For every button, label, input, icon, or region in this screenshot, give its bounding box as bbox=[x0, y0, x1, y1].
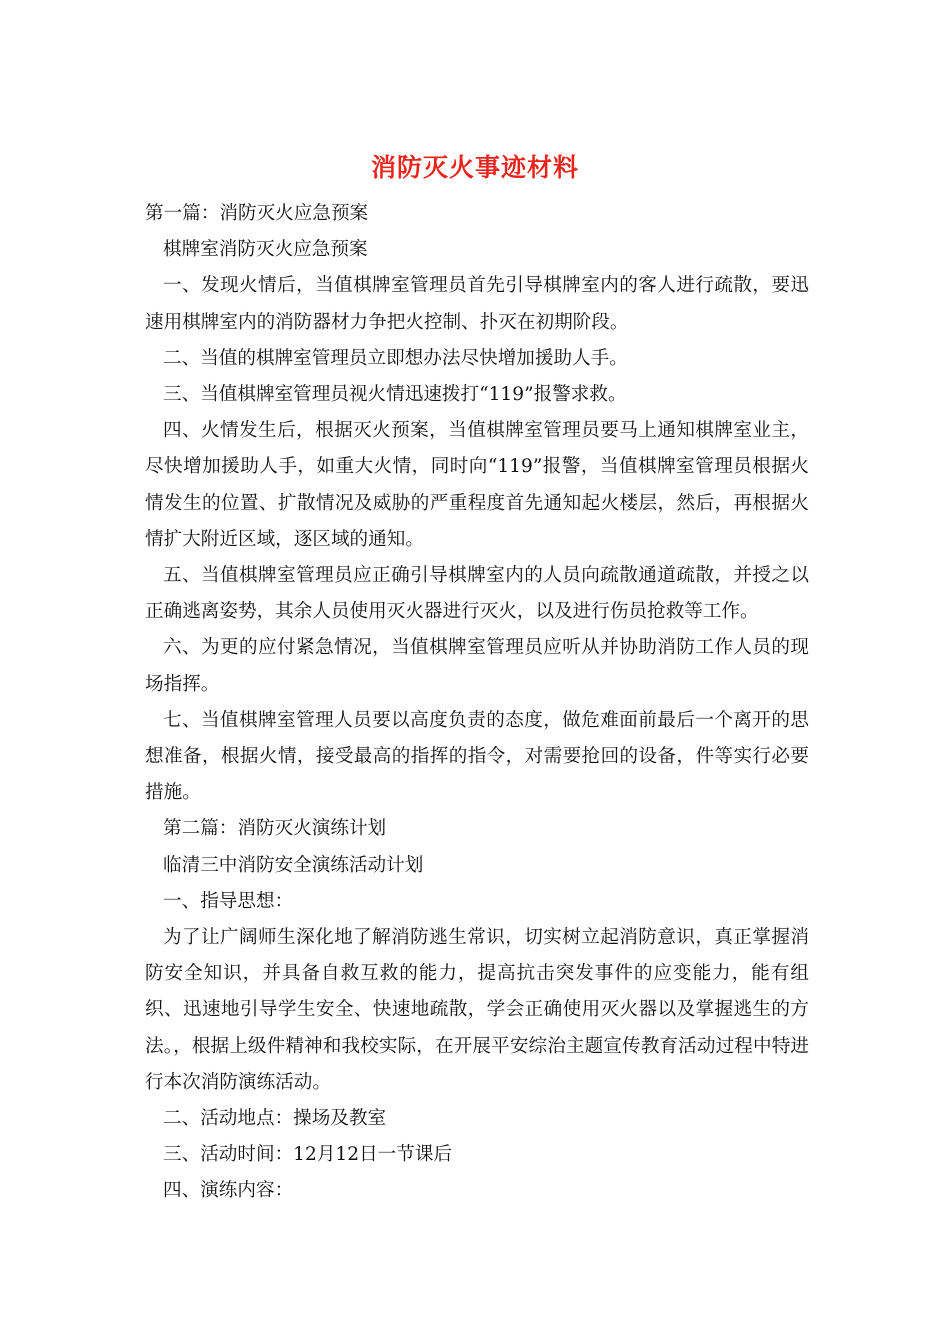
paragraph: 棋牌室消防灭火应急预案 bbox=[163, 239, 368, 261]
paragraph: 二、当值的棋牌室管理员立即想办法尽快增加援助人手。 bbox=[163, 347, 628, 369]
paragraph: 临清三中消防安全演练活动计划 bbox=[163, 854, 424, 876]
document-title: 消防灭火事迹材料 bbox=[370, 153, 579, 182]
paragraph: 三、活动时间：12月12日一节课后 bbox=[163, 1144, 453, 1166]
paragraph: 一、发现火情后，当值棋牌室管理员首先引导棋牌室内的客人进行疏散，要迅速用棋牌室内的消防器材力争把火控制、扑灭在初期阶段。 bbox=[145, 275, 809, 333]
paragraph: 为了让广阔师生深化地了解消防逃生常识，切实树立起消防意识，真正掌握消防安全知识，并具备自救互救的能力，提高抗击突发事件的应变能力，能有组织、迅速地引导学生安全、快速地疏散，学会正确使用灭火器以及掌握逃生的方法。，根据上级件精神和我校实际，在开展平安综治主题宣传教育活动过程中特进行本次消防演练活动。 bbox=[145, 927, 809, 1093]
paragraph: 七、当值棋牌室管理人员要以高度负责的态度，做危难面前最后一个离开的思想准备，根据火情，接受最高的指挥的指令，对需要抢回的设备，件等实行必要措施。 bbox=[145, 709, 809, 804]
paragraph: 四、演练内容： bbox=[163, 1180, 294, 1202]
document-body bbox=[145, 196, 809, 1210]
paragraph: 第二篇：消防灭火演练计划 bbox=[163, 818, 387, 840]
paragraph: 第一篇：消防灭火应急预案 bbox=[145, 203, 369, 224]
paragraph: 四、火情发生后，根据灭火预案，当值棋牌室管理员要马上通知棋牌室业主，尽快增加援助人手，如重大火情，同时向“119”报警，当值棋牌室管理员根据火情发生的位置、扩散情况及威胁的严重程度首先通知起火楼层，然后，再根据火情扩大附近区域，逐区域的通知。 bbox=[145, 420, 809, 550]
paragraph: 三、当值棋牌室管理员视火情迅速拨打“119”报警求救。 bbox=[163, 384, 627, 406]
paragraph: 六、为更的应付紧急情况，当值棋牌室管理员应听从并协助消防工作人员的现场指挥。 bbox=[145, 637, 809, 695]
paragraph: 一、指导思想： bbox=[163, 890, 294, 912]
paragraph: 二、活动地点：操场及教室 bbox=[163, 1108, 387, 1130]
paragraph: 五、当值棋牌室管理员应正确引导棋牌室内的人员向疏散通道疏散，并授之以正确逃离姿势，其余人员使用灭火器进行灭火，以及进行伤员抢救等工作。 bbox=[145, 565, 809, 623]
